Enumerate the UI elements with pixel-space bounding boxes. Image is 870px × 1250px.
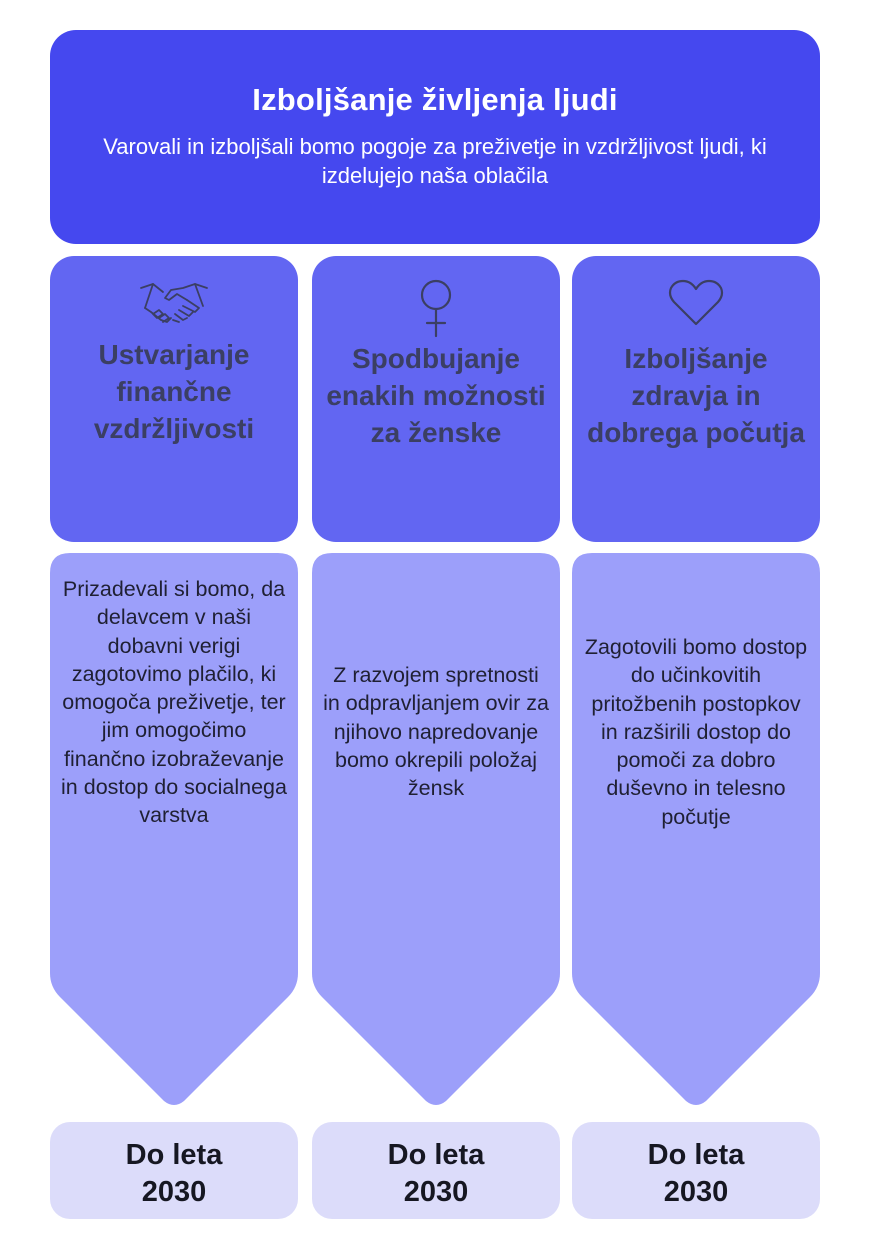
pillar-card-health [572,256,820,542]
arrow-shape [312,553,560,1109]
goal-year: 2030 [403,1176,469,1208]
goal-label: Do leta [387,1139,485,1171]
pillar-description-health: Zagotovili bomo dostop do učinkovitih pritožbenih postopkov in razširili dostop do pomoči za dobro duševno in telesno počutje [584,635,808,829]
goal-year: 2030 [663,1176,729,1208]
goal-badge-financial [50,1122,298,1219]
pillar-arrow-health [572,553,820,1109]
pillar-title-women: Spodbujanje enakih možnosti za ženske [326,343,546,448]
pillar-description-women: Z razvojem spretnosti in odpravljanjem ovir za njihovo napredovanje bomo okrepili položaj žensk [323,663,549,801]
pillar-title-health: Izboljšanje zdravja in dobrega počutja [587,343,805,448]
goal-label: Do leta [125,1139,223,1171]
page-subtitle: Varovali in izboljšali bomo pogoje za preživetje in vzdržljivost ljudi, ki izdelujejo naša oblačila [103,134,767,188]
goal-badge-women [312,1122,560,1219]
header-banner [50,30,820,244]
pillar-arrow-financial [50,553,298,1109]
page-title: Izboljšanje življenja ljudi [252,82,618,117]
goal-year: 2030 [141,1176,207,1208]
pillar-arrow-women [312,553,560,1109]
pillar-title-financial: Ustvarjanje finančne vzdržljivosti [93,339,255,444]
heart-icon [668,278,724,328]
goal-badge-health [572,1122,820,1219]
female-symbol-icon [416,278,456,338]
pillar-card-financial [50,256,298,542]
pillar-card-women [312,256,560,542]
goal-label: Do leta [647,1139,745,1171]
handshake-icon [139,278,209,328]
pillar-description-financial: Prizadevali si bomo, da delavcem v naši dobavni verigi zagotovimo plačilo, ki omogoča preživetje, ter jim omogočimo finančno izobraževanje in dostop do socialnega varstva [61,577,287,828]
